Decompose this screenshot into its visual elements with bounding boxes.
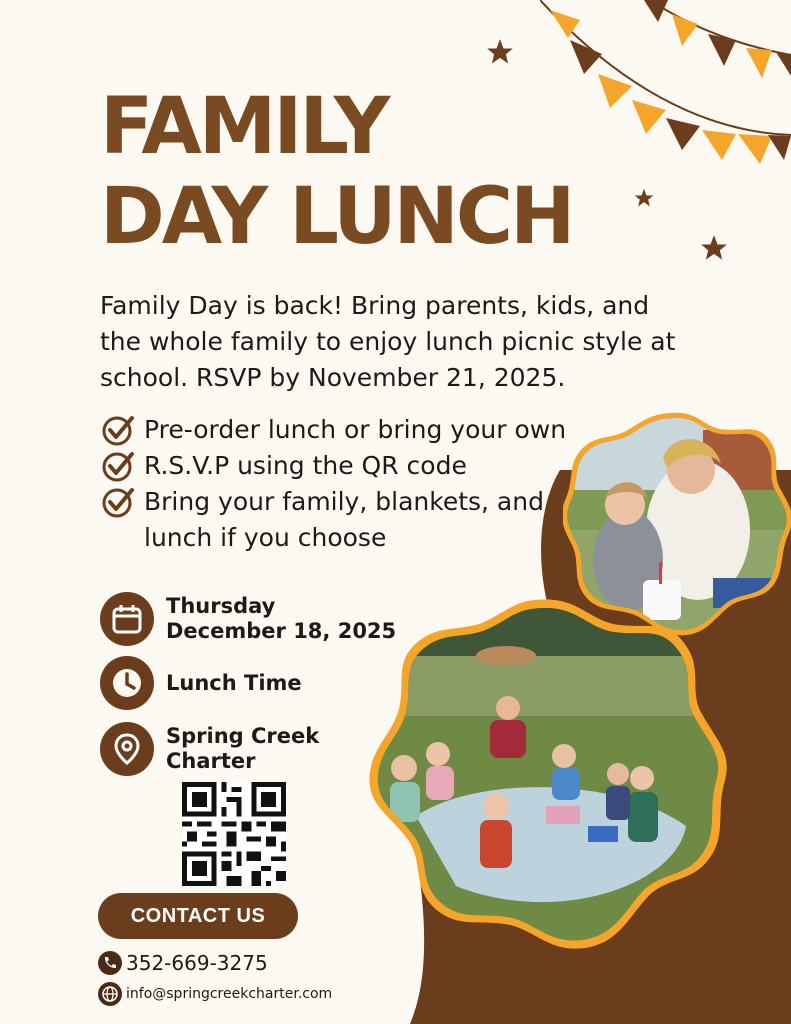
phone-icon — [98, 951, 122, 975]
rsvp-qr-code[interactable] — [182, 782, 286, 886]
checklist-item-text: Bring your family, blankets, and lunch if you choose — [144, 487, 544, 552]
check-circle-icon — [100, 484, 136, 520]
page-title — [100, 82, 572, 262]
date-row — [100, 592, 396, 646]
event-date-full: December 18, 2025 — [166, 619, 397, 643]
contact-us-button[interactable]: CONTACT US — [98, 893, 298, 939]
title-line-1: FAMILY — [100, 82, 388, 172]
map-pin-icon — [100, 722, 154, 776]
checklist — [100, 412, 600, 556]
phone-line — [98, 951, 268, 975]
star-icon — [634, 188, 654, 208]
checklist-item-text: Pre-order lunch or bring your own — [144, 415, 567, 444]
bunting-decoration — [540, 0, 791, 180]
check-circle-icon — [100, 412, 136, 448]
email-address[interactable]: info@springcreekcharter.com — [126, 986, 333, 1002]
event-location — [166, 724, 319, 774]
star-icon — [700, 234, 728, 262]
checklist-item — [100, 412, 600, 448]
checklist-item-text: R.S.V.P using the QR code — [144, 451, 467, 480]
location-line-2: Charter — [166, 749, 256, 773]
checklist-item — [100, 448, 600, 484]
calendar-icon — [100, 592, 154, 646]
check-circle-icon — [100, 448, 136, 484]
event-day: Thursday — [166, 594, 276, 618]
event-time: Lunch Time — [166, 670, 302, 695]
title-line-2: DAY LUNCH — [100, 172, 573, 262]
checklist-item — [100, 484, 600, 556]
star-icon — [486, 38, 514, 66]
globe-icon — [98, 982, 122, 1006]
clock-icon — [100, 656, 154, 710]
location-line-1: Spring Creek — [166, 724, 320, 748]
picnic-photo — [356, 596, 736, 976]
intro-paragraph: Family Day is back! Bring parents, kids, and the whole family to enjoy lunch picnic style at school. RSVP by November 21, 2025. — [100, 291, 676, 392]
time-row — [100, 656, 302, 710]
location-row — [100, 722, 319, 776]
email-line — [98, 982, 332, 1006]
phone-number[interactable]: 352-669-3275 — [126, 951, 268, 975]
